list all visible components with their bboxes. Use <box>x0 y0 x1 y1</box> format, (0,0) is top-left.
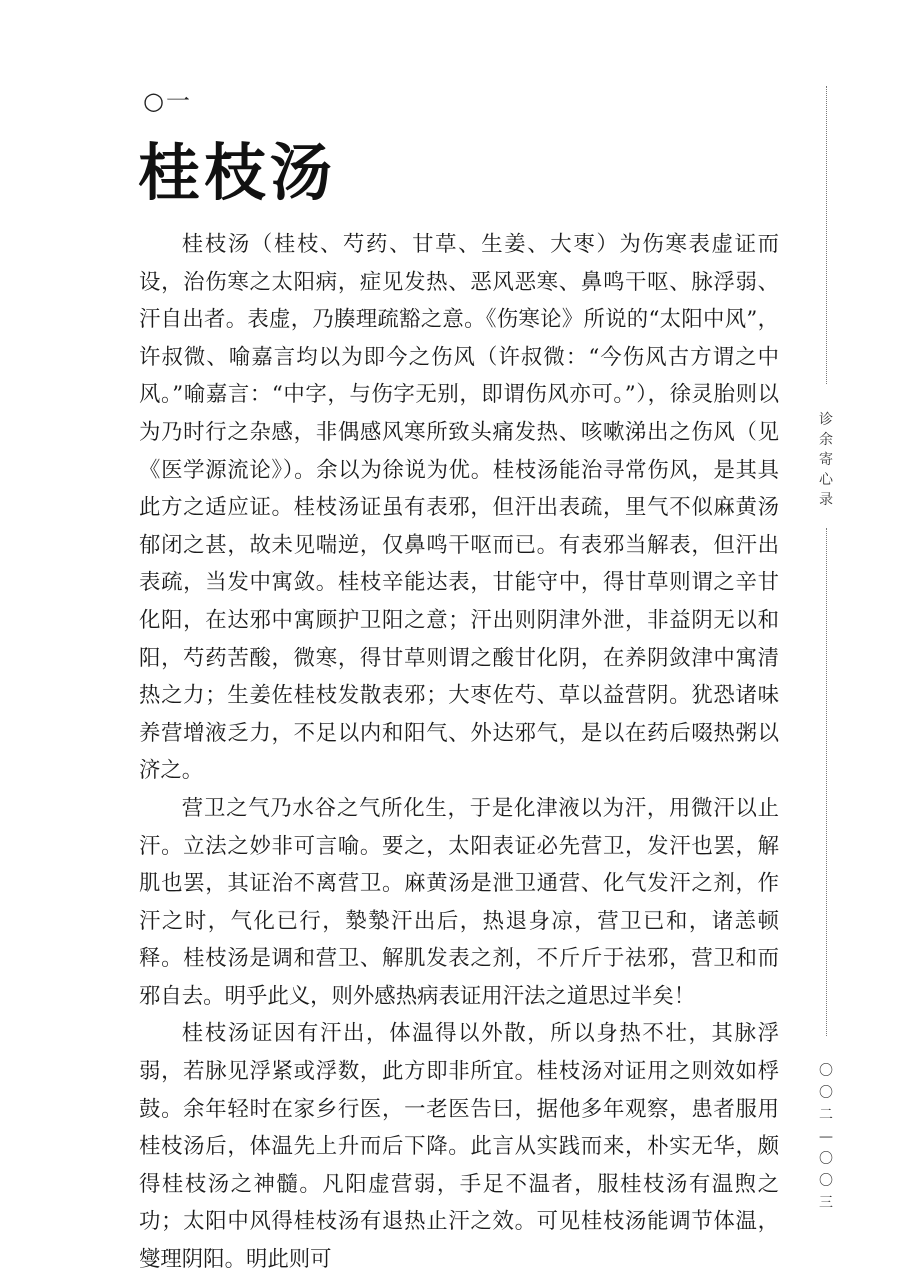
paragraph: 桂枝汤证因有汗出，体温得以外散，所以身热不壮，其脉浮弱，若脉见浮紧或浮数，此方即非所宜。桂枝汤对证用之则效如桴鼓。余年轻时在家乡行医，一老医告曰，据他多年观察，患者服用桂枝汤后，体温先上升而后下降。此言从实践而来，朴实无华，颇得桂枝汤之神髓。凡阳虚营弱，手足不温者，服桂枝汤有温煦之功；太阳中风得桂枝汤有退热止汗之效。可见桂枝汤能调节体温，燮理阴阳。明此则可 <box>139 1021 779 1273</box>
running-head: 诊余寄心录 <box>819 412 833 508</box>
page-number: 〇〇二—〇〇三 <box>819 1063 833 1211</box>
body-text <box>139 226 779 1279</box>
paragraph: 桂枝汤（桂枝、芍药、甘草、生姜、大枣）为伤寒表虚证而设，治伤寒之太阳病，症见发热、恶风恶寒、鼻鸣干呕、脉浮弱、汗自出者。表虚，乃腠理疏豁之意。《伤寒论》所说的“太阳中风”，许叔微、喻嘉言均以为即今之伤风（许叔微：“今伤风古方谓之中风。”喻嘉言：“中字，与伤字无别，即谓伤风亦可。”），徐灵胎则以为乃时行之杂感，非偶感风寒所致头痛发热、咳嗽涕出之伤风（见《医学源流论》）。余以为徐说为优。桂枝汤能治寻常伤风，是其具此方之适应证。桂枝汤证虽有表邪，但汗出表疏，里气不似麻黄汤郁闭之甚，故未见喘逆，仅鼻鸣干呕而已。有表邪当解表，但汗出表疏，当发中寓敛。桂枝辛能达表，甘能守中，得甘草则谓之辛甘化阳，在达邪中寓顾护卫阳之意；汗出则阴津外泄，非益阴无以和阳，芍药苦酸，微寒，得甘草则谓之酸甘化阴，在养阴敛津中寓清热之力；生姜佐桂枝发散表邪；大枣佐芍、草以益营阴。犹恐诸味养营增液乏力，不足以内和阳气、外达邪气，是以在药后啜热粥以济之。 <box>139 232 779 784</box>
margin-divider <box>826 528 827 1036</box>
page-title: 桂枝汤 <box>138 136 337 209</box>
section-number: ○一 <box>143 87 192 115</box>
margin-divider <box>826 86 827 384</box>
paragraph: 营卫之气乃水谷之气所化生，于是化津液以为汗，用微汗以止汗。立法之妙非可言喻。要之，太阳表证必先营卫，发汗也罢，解肌也罢，其证治不离营卫。麻黄汤是泄卫通营、化气发汗之剂，作汗之时，气化已行，漐漐汗出后，热退身凉，营卫已和，诸恙顿释。桂枝汤是调和营卫、解肌发表之剂，不斤斤于祛邪，营卫和而邪自去。明乎此义，则外感热病表证用汗法之道思过半矣！ <box>139 795 779 1009</box>
